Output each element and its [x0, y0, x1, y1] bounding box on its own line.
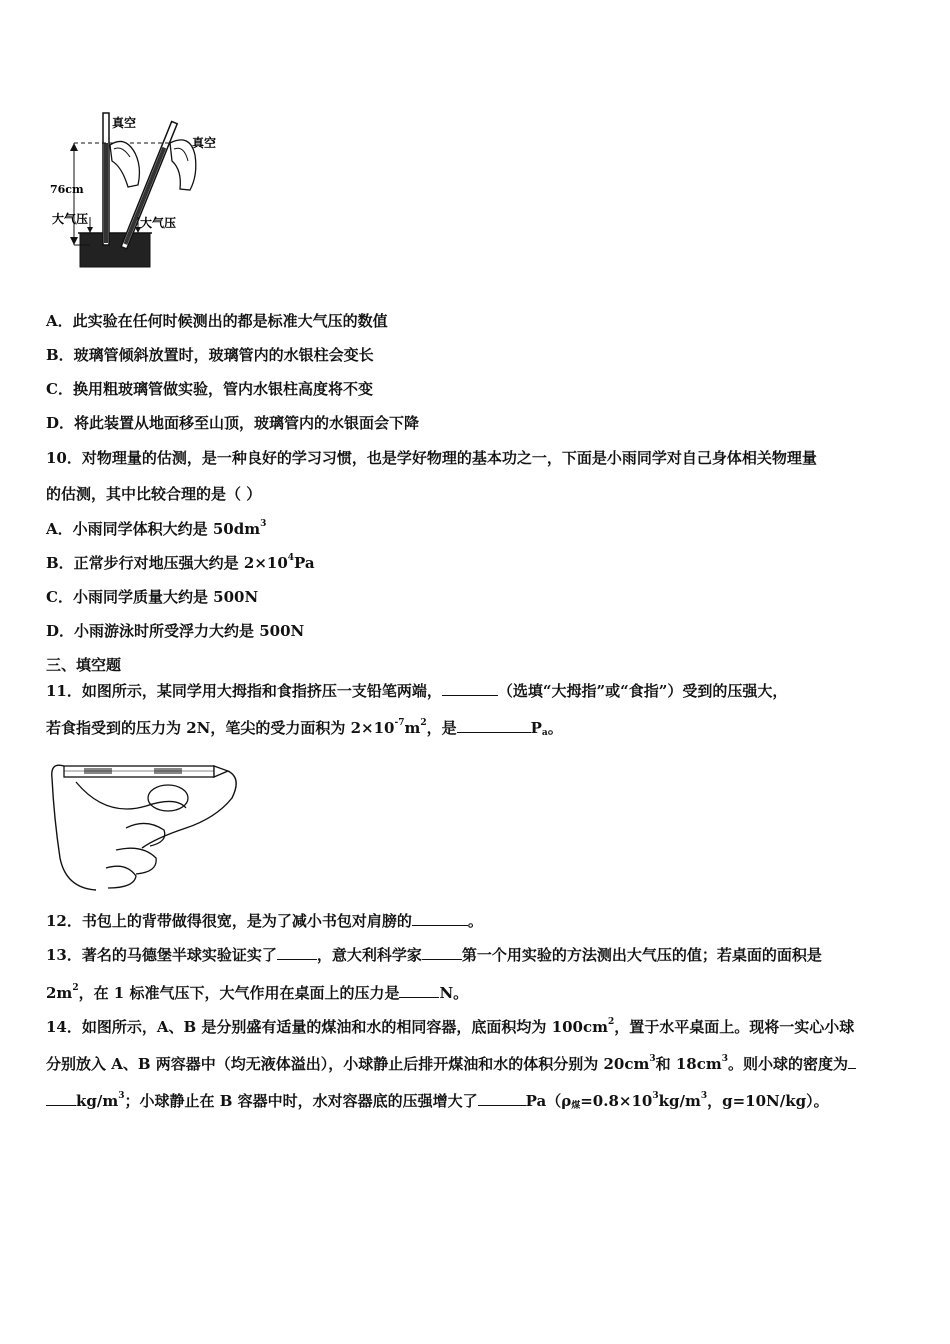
q13-line2: $2m^2$，在 1 标准气压下，大气作用在桌面上的压力是 N。 — [46, 983, 469, 1002]
q10-stem-line1: 10．对物理量的估测，是一种良好的学习习惯，也是学好物理的基本功之一，下面是小雨同学对自己身体相关物理量 — [46, 449, 817, 467]
pressure-right-label: 大气压 — [140, 216, 177, 230]
q13-blank-2 — [422, 945, 462, 960]
q10-option-a: A．小雨同学体积大约是 $50dm^3$ — [46, 519, 267, 538]
q12-line: 12．书包上的背带做得很宽，是为了减小书包对肩膀的 。 — [46, 912, 483, 930]
section-title: 三、填空题 — [46, 656, 122, 674]
q10-stem-line2: 的估测，其中比较合理的是（ ） — [46, 485, 262, 503]
q14-line2: 分别放入 A、B 两容器中（均无液体溢出），小球静止后排开煤油和水的体积分别为 $20cm^3$和 $18cm^3$。则小球的密度为 — [46, 1054, 910, 1074]
q9-option-a: A．此实验在任何时候测出的都是标准大气压的数值 — [46, 312, 388, 330]
q12-blank — [412, 911, 468, 926]
q9-option-c: C．换用粗玻璃管做实验，管内水银柱高度将不变 — [46, 380, 373, 398]
q14-blank-1a — [848, 1054, 856, 1069]
q11-line2: 若食指受到的压力为 2N，笔尖的受力面积为 $2\times 10^{-7}m^2$，是 Pa。 — [46, 718, 563, 738]
q14-blank-1b — [46, 1091, 76, 1106]
q11-blank-2 — [457, 718, 531, 733]
height-label: 76cm — [50, 183, 84, 196]
vacuum-left-label: 真空 — [112, 116, 137, 130]
pressure-left-label: 大气压 — [52, 212, 89, 226]
q10-option-c: C．小雨同学质量大约是 500N — [46, 588, 259, 606]
q13-blank-1 — [277, 945, 317, 960]
vacuum-right-label: 真空 — [192, 136, 217, 150]
q11-line1: 11．如图所示，某同学用大拇指和食指挤压一支铅笔两端， （选填“大拇指”或“食指”）受到的压强大， — [46, 682, 788, 700]
q10-option-b: B．正常步行对地压强大约是 $2\times 10^4Pa$ — [46, 553, 315, 572]
q9-option-d: D．将此装置从地面移至山顶，玻璃管内的水银面会下降 — [46, 414, 420, 432]
thumb — [52, 765, 96, 890]
q13-line1: 13．著名的马德堡半球实验证实了 ，意大利科学家 第一个用实验的方法测出大气压的值；若桌面的面积是 — [46, 946, 822, 964]
q11-blank-1 — [442, 681, 498, 696]
q14-blank-2 — [478, 1091, 526, 1106]
index-finger — [142, 771, 236, 848]
q13-blank-3 — [399, 983, 439, 998]
q14-line3: $kg/m^3$；小球静止在 B 容器中时，水对容器底的压强增大了 Pa（ρ煤$=0.8\times 10^3kg/m^3$，g=10N/kg）。 — [46, 1091, 910, 1111]
torricelli-figure — [50, 105, 240, 275]
q9-option-b: B．玻璃管倾斜放置时，玻璃管内的水银柱会变长 — [46, 346, 374, 364]
pencil-hand-figure — [46, 758, 242, 894]
q10-option-d: D．小雨游泳时所受浮力大约是 500N — [46, 622, 305, 640]
q14-line1: 14．如图所示，A、B 是分别盛有适量的煤油和水的相同容器，底面积均为 $100cm^2$，置于水平桌面上。现将一实心小球 — [46, 1017, 855, 1036]
mercury-basin — [80, 233, 150, 267]
